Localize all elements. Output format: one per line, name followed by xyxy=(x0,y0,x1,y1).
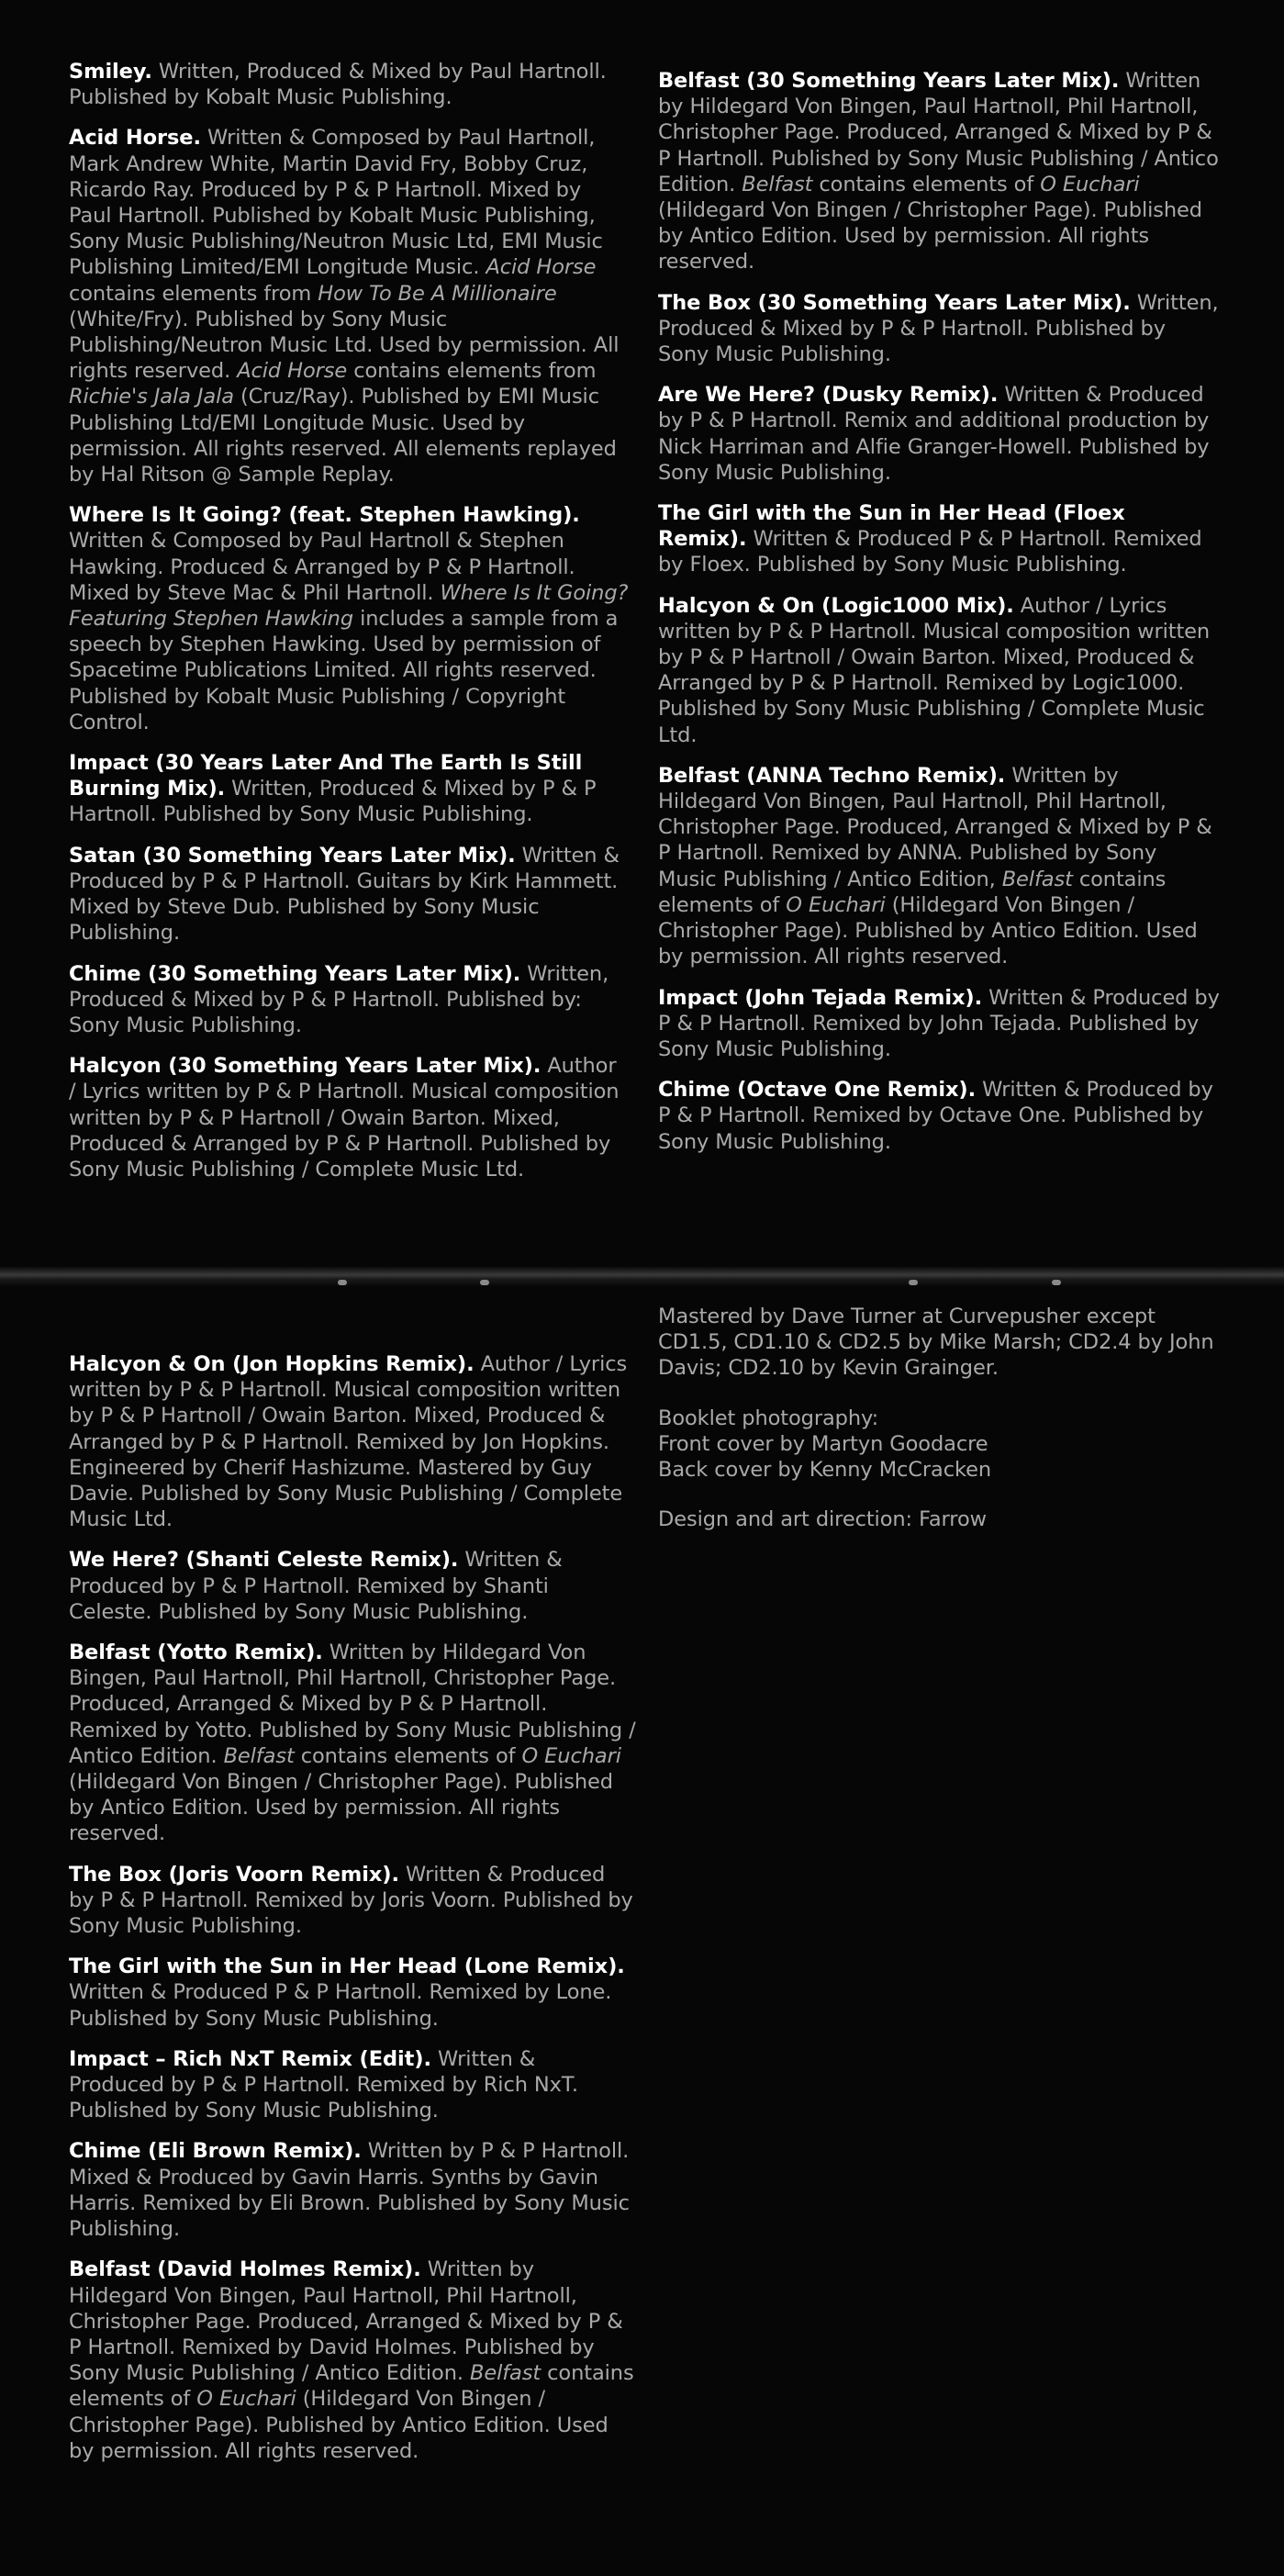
credit-run: Written & Composed by Paul Hartnoll, Mark Andrew White, Martin David Fry, Bobby Cruz, Ricardo Ray. Produced by P & P Hartnoll. Mixed by Paul Hartnoll. Published by Kobalt Music Publishing, Sony Music Publishing/Neutron Music Ltd, EMI Music Publishing Limited/EMI Longitude Music. xyxy=(69,126,603,280)
italic-work-title: O Euchari xyxy=(786,892,886,917)
photography-back-cover: Back cover by Kenny McCracken xyxy=(658,1458,992,1483)
credit-run: (Hildegard Von Bingen / Christopher Page). Published by Antico Edition. Used by permission. All rights reserved. xyxy=(658,892,1198,969)
credit-entry xyxy=(69,2257,636,2464)
track-title: Chime (Octave One Remix). xyxy=(658,1078,977,1103)
page-fold-crease xyxy=(0,1267,1284,1287)
credit-entry xyxy=(658,500,1220,578)
credit-entry xyxy=(658,68,1220,275)
credit-entry xyxy=(658,763,1220,970)
credit-entry xyxy=(658,290,1220,368)
credit-entry xyxy=(658,382,1220,486)
credit-text xyxy=(69,1352,627,1531)
credit-run: Written & Produced by P & P Hartnoll. Guitars by Kirk Hammett. Mixed by Steve Dub. Published by Sony Music Publishing. xyxy=(69,843,620,946)
photography-heading: Booklet photography: xyxy=(658,1406,879,1430)
credit-run: Written, Produced & Mixed by P & P Hartnoll. Published by Sony Music Publishing. xyxy=(658,290,1219,367)
track-title: Impact – Rich NxT Remix (Edit). xyxy=(69,2046,431,2071)
credit-entry xyxy=(69,2138,636,2242)
credit-run: (White/Fry). Published by Sony Music Publishing/Neutron Music Ltd. Used by permission. All rights reserved. xyxy=(69,307,620,384)
track-title: Halcyon & On (Jon Hopkins Remix). xyxy=(69,1352,475,1376)
track-title: We Here? (Shanti Celeste Remix). xyxy=(69,1548,459,1573)
italic-work-title: Belfast xyxy=(223,1743,295,1768)
track-title: Halcyon (30 Something Years Later Mix). xyxy=(69,1054,542,1079)
credits-column-top-left xyxy=(69,59,629,1197)
track-title: The Box (Joris Voorn Remix). xyxy=(69,1862,399,1887)
credit-entry xyxy=(69,750,629,828)
credits-column-bottom-right xyxy=(658,1304,1220,1556)
credit-run: Written, Produced & Mixed by Paul Hartnoll. Published by Kobalt Music Publishing. xyxy=(69,60,607,110)
credit-entry xyxy=(69,1547,636,1625)
credit-run: Written & Produced by P & P Hartnoll. Remixed by Rich NxT. Published by Sony Music Publishing. xyxy=(69,2046,578,2123)
credit-run: contains elements of xyxy=(812,172,1041,196)
italic-work-title: O Euchari xyxy=(1040,172,1140,196)
track-title: Chime (Eli Brown Remix). xyxy=(69,2139,362,2164)
credit-entry xyxy=(69,125,629,487)
credit-run: Author / Lyrics written by P & P Hartnoll. Musical composition written by P & P Hartnoll / Owain Barton. Mixed, Produced & Arranged by P & P Hartnoll. Published by Sony Music Publishing / Complete Music Ltd. xyxy=(69,1054,620,1182)
credit-run: (Hildegard Von Bingen / Christopher Page). Published by Antico Edition. Used by permission. All rights reserved. xyxy=(658,198,1202,274)
credit-text xyxy=(69,1980,611,2030)
credit-run: contains elements of xyxy=(69,2361,634,2412)
track-title: Belfast (30 Something Years Later Mix). xyxy=(658,69,1120,93)
track-title: Halcyon & On (Logic1000 Mix). xyxy=(658,593,1014,618)
track-title: The Box (30 Something Years Later Mix). xyxy=(658,290,1131,315)
italic-work-title: Acid Horse xyxy=(237,359,348,384)
staple-mark xyxy=(1052,1280,1061,1285)
credit-run: Author / Lyrics written by P & P Hartnoll. Musical composition written by P & P Hartnoll / Owain Barton. Mixed, Produced & Arranged by P & P Hartnoll. Remixed by Logic1000. Published by Sony Music Publishing / Complete Music Ltd. xyxy=(658,593,1211,747)
track-title: Where Is It Going? (feat. Stephen Hawking). xyxy=(69,503,580,528)
credit-run: Written by P & P Hartnoll. Mixed & Produced by Gavin Harris. Synths by Gavin Harris. Remixed by Eli Brown. Published by Sony Music Publishing. xyxy=(69,2139,630,2242)
track-title: Belfast (David Holmes Remix). xyxy=(69,2257,421,2282)
italic-work-title: Belfast xyxy=(742,172,813,196)
credit-entry xyxy=(69,502,629,735)
track-title: Are We Here? (Dusky Remix). xyxy=(658,383,999,408)
credit-run: (Hildegard Von Bingen / Christopher Page). Published by Antico Edition. Used by permission. All rights reserved. xyxy=(69,1770,613,1846)
credit-run: Written & Produced by P & P Hartnoll. Remix and additional production by Nick Harriman and Alfie Granger-Howell. Published by Sony Music Publishing. xyxy=(658,383,1210,485)
track-title: The Girl with the Sun in Her Head (Lone Remix). xyxy=(69,1954,625,1979)
credits-column-top-right xyxy=(658,68,1220,1170)
italic-work-title: O Euchari xyxy=(196,2387,296,2412)
mastering-credit: Mastered by Dave Turner at Curvepusher except CD1.5, CD1.10 & CD2.5 by Mike Marsh; CD2.4 by John Davis; CD2.10 by Kevin Grainger. xyxy=(658,1305,1214,1381)
credit-entry xyxy=(69,1640,636,1847)
credit-run: Written & Produced P & P Hartnoll. Remixed by Lone. Published by Sony Music Publishing. xyxy=(69,1980,612,2031)
track-title: Acid Horse. xyxy=(69,126,201,151)
credit-entry xyxy=(69,1862,636,1940)
credit-run: Written & Produced by P & P Hartnoll. Remixed by Octave One. Published by Sony Music Publishing. xyxy=(658,1078,1213,1154)
credit-run: contains elements from xyxy=(347,359,597,384)
credit-text xyxy=(69,1641,636,1845)
italic-work-title: Belfast xyxy=(470,2361,542,2386)
track-title: Satan (30 Something Years Later Mix). xyxy=(69,843,516,868)
credit-run: Written & Produced by P & P Hartnoll. Remixed by John Tejada. Published by Sony Music Publishing. xyxy=(658,985,1220,1061)
credit-run: Written & Produced by P & P Hartnoll. Remixed by Joris Voorn. Published by Sony Music Publishing. xyxy=(69,1862,633,1939)
credit-run: Author / Lyrics written by P & P Hartnoll. Musical composition written by P & P Hartnoll / Owain Barton. Mixed, Produced & Arranged by P & P Hartnoll. Remixed by Jon Hopkins. Engineered by Cherif Hashizume. Mastered by Guy Davie. Published by Sony Music Publishing / Complete Music Ltd. xyxy=(69,1352,628,1532)
italic-work-title: Belfast xyxy=(1001,867,1073,891)
credit-run: includes a sample from a speech by Stephen Hawking. Used by permission of Spacetime Publications Limited. All rights reserved. Published by Kobalt Music Publishing / Copyright Control. xyxy=(69,607,619,734)
credit-text xyxy=(69,126,619,487)
credit-entry xyxy=(69,843,629,946)
track-title: Smiley. xyxy=(69,60,152,84)
photography-front-cover: Front cover by Martyn Goodacre xyxy=(658,1431,988,1456)
design-credit: Design and art direction: Farrow xyxy=(658,1507,987,1532)
credit-text xyxy=(69,2257,634,2462)
credit-entry xyxy=(69,59,629,110)
credit-run: Written, Produced & Mixed by P & P Hartnoll. Published by: Sony Music Publishing. xyxy=(69,961,609,1037)
track-title: The Girl with the Sun in Her Head (Floex Remix). xyxy=(658,501,1125,552)
credit-entry xyxy=(69,1053,629,1182)
credit-run: (Cruz/Ray). Published by EMI Music Publishing Ltd/EMI Longitude Music. Used by permission. All rights reserved. All elements replayed by Hal Ritson @ Sample Replay. xyxy=(69,385,617,487)
track-title: Belfast (Yotto Remix). xyxy=(69,1641,323,1665)
italic-work-title: Acid Horse xyxy=(486,255,597,280)
track-title: Belfast (ANNA Techno Remix). xyxy=(658,763,1006,788)
credit-text xyxy=(658,69,1219,274)
credits-column-bottom-left xyxy=(69,1351,636,2479)
credit-entry xyxy=(69,1954,636,2032)
credit-text xyxy=(658,764,1212,969)
credit-run: (Hildegard Von Bingen / Christopher Page). Published by Antico Edition. Used by permission. All rights reserved. xyxy=(69,2387,609,2463)
track-title: Chime (30 Something Years Later Mix). xyxy=(69,961,521,986)
credit-run: Written & Composed by Paul Hartnoll & Stephen Hawking. Produced & Arranged by P & P Hartnoll. Mixed by Steve Mac & Phil Hartnoll. xyxy=(69,529,575,605)
credit-run: Written by Hildegard Von Bingen, Paul Hartnoll, Phil Hartnoll, Christopher Page. Produced, Arranged & Mixed by P & P Hartnoll. Remixed by ANNA. Published by Sony Music Publishing / Antico Edition, xyxy=(658,763,1212,891)
staple-mark xyxy=(338,1280,347,1285)
track-title: Impact (John Tejada Remix). xyxy=(658,985,983,1010)
credit-entry xyxy=(69,2046,636,2124)
credit-entry xyxy=(69,1351,636,1532)
italic-work-title: Richie's Jala Jala xyxy=(69,385,234,409)
credit-run: Written & Produced P & P Hartnoll. Remixed by Floex. Published by Sony Music Publishing. xyxy=(658,527,1202,577)
credit-entry xyxy=(658,985,1220,1063)
italic-work-title: Where Is It Going? Featuring Stephen Hawking xyxy=(69,580,629,632)
credit-run: contains elements from xyxy=(69,281,318,306)
credit-run: contains elements of xyxy=(658,867,1167,917)
track-title: Impact (30 Years Later And The Earth Is Still Burning Mix). xyxy=(69,751,583,801)
credit-entry xyxy=(69,961,629,1039)
credit-run: Written & Produced by P & P Hartnoll. Remixed by Shanti Celeste. Published by Sony Music Publishing. xyxy=(69,1548,563,1624)
credit-run: Written by Hildegard Von Bingen, Paul Hartnoll, Phil Hartnoll, Christopher Page. Produced, Arranged & Mixed by P & P Hartnoll. Remixed by Yotto. Published by Sony Music Publishing / Antico Edition. xyxy=(69,1641,636,1768)
italic-work-title: How To Be A Millionaire xyxy=(318,281,557,306)
credit-entry xyxy=(658,1077,1220,1155)
credit-text xyxy=(69,529,628,734)
staple-mark xyxy=(909,1280,918,1285)
credit-run: Written by Hildegard Von Bingen, Paul Hartnoll, Phil Hartnoll, Christopher Page. Produced, Arranged & Mixed by P & P Hartnoll. Remixed by David Holmes. Published by Sony Music Publishing / Antico Edition. xyxy=(69,2257,623,2386)
credit-run: contains elements of xyxy=(294,1743,522,1768)
italic-work-title: O Euchari xyxy=(521,1743,621,1768)
photography-credit xyxy=(658,1406,1220,1484)
credit-entry xyxy=(658,593,1220,748)
staple-mark xyxy=(480,1280,489,1285)
credit-run: Written, Produced & Mixed by P & P Hartnoll. Published by Sony Music Publishing. xyxy=(69,777,597,827)
credit-run: Written by Hildegard Von Bingen, Paul Hartnoll, Phil Hartnoll, Christopher Page. Produced, Arranged & Mixed by P & P Hartnoll. Published by Sony Music Publishing / Antico Edition. xyxy=(658,69,1219,196)
